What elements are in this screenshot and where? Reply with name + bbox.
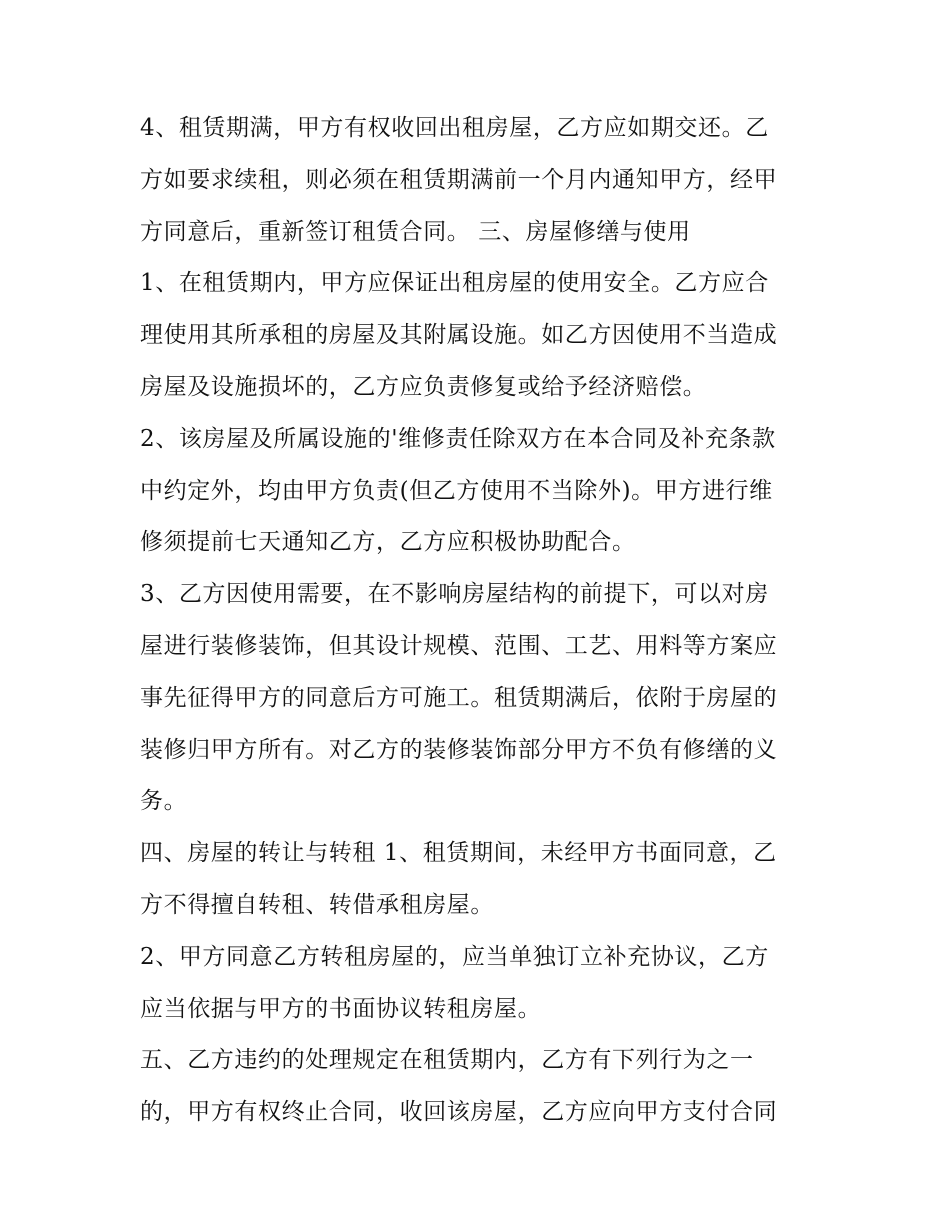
text-line: 方不得擅自转租、转借承租房屋。 — [140, 891, 494, 918]
text-line: 修须提前七天通知乙方，乙方应积极协助配合。 — [140, 529, 636, 556]
text-line: 装修归甲方所有。对乙方的装修装饰部分甲方不负有修缮的义 — [140, 736, 778, 763]
text-line: 事先征得甲方的同意后方可施工。租赁期满后，依附于房屋的 — [140, 684, 778, 711]
text-line: 方同意后，重新签订租赁合同。 三、房屋修缮与使用 — [140, 218, 691, 245]
text-line: 3、乙方因使用需要，在不影响房屋结构的前提下，可以对房 — [140, 581, 769, 608]
text-line: 五、乙方违约的处理规定在租赁期内，乙方有下列行为之一 — [140, 1047, 754, 1074]
text-line: 2、甲方同意乙方转租房屋的，应当单独订立补充协议，乙方 — [140, 943, 769, 970]
document-body — [140, 103, 820, 1139]
text-line: 务。 — [140, 788, 188, 815]
text-line: 房屋及设施损坏的，乙方应负责修复或给予经济赔偿。 — [140, 373, 707, 400]
text-line: 的，甲方有权终止合同，收回该房屋，乙方应向甲方支付合同 — [140, 1099, 778, 1126]
text-line: 中约定外，均由甲方负责(但乙方使用不当除外)。甲方进行维 — [140, 477, 773, 504]
text-line: 2、该房屋及所属设施的'维修责任除双方在本合同及补充条款 — [140, 425, 776, 452]
text-line: 应当依据与甲方的书面协议转租房屋。 — [140, 995, 542, 1022]
text-line: 屋进行装修装饰，但其设计规模、范围、工艺、用料等方案应 — [140, 632, 778, 659]
text-line: 1、在租赁期内，甲方应保证出租房屋的使用安全。乙方应合 — [140, 270, 769, 297]
text-line: 理使用其所承租的房屋及其附属设施。如乙方因使用不当造成 — [140, 322, 778, 349]
text-line: 四、房屋的转让与转租 1、租赁期间，未经甲方书面同意，乙 — [140, 840, 777, 867]
text-line: 方如要求续租，则必须在租赁期满前一个月内通知甲方，经甲 — [140, 166, 778, 193]
text-line: 4、租赁期满，甲方有权收回出租房屋，乙方应如期交还。乙 — [140, 115, 769, 141]
